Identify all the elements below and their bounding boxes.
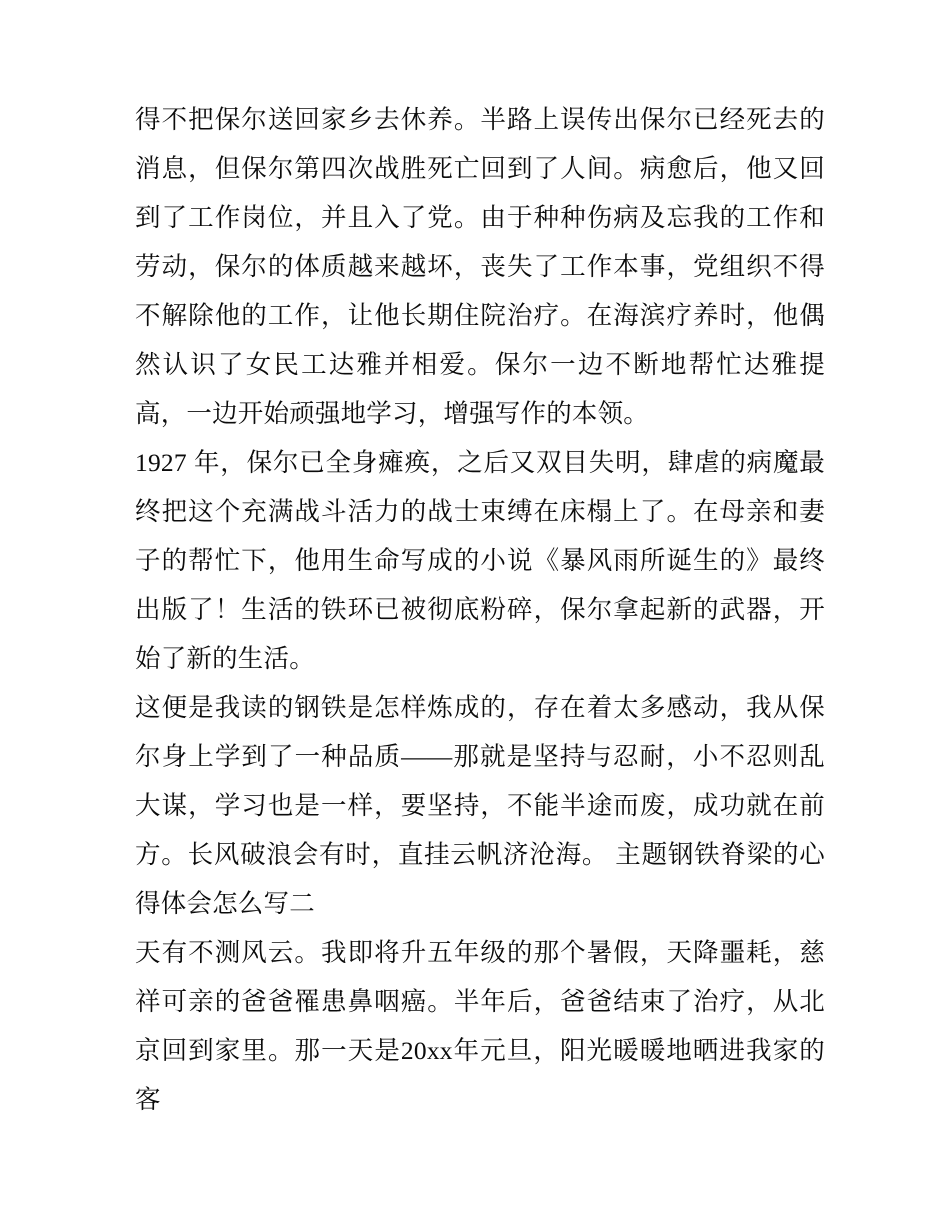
paragraph-2: 1927 年，保尔已全身瘫痪，之后又双目失明，肆虐的病魔最终把这个充满战斗活力的战士束缚在床榻上了。在母亲和妻子的帮忙下，他用生命写成的小说《暴风雨所诞生的》最终出版了！生活的铁环已被彻底粉碎，保尔拿起新的武器，开始了新的生活。 <box>135 448 825 673</box>
document-body <box>135 95 825 1124</box>
paragraph-1: 得不把保尔送回家乡去休养。半路上误传出保尔已经死去的消息，但保尔第四次战胜死亡回到了人间。病愈后，他又回到了工作岗位，并且入了党。由于种种伤病及忘我的工作和劳动，保尔的体质越来越坏，丧失了工作本事，党组织不得不解除他的工作，让他长期住院治疗。在海滨疗养时，他偶然认识了女民工达雅并相爱。保尔一边不断地帮忙达雅提高，一边开始顽强地学习，增强写作的本领。 <box>135 105 825 428</box>
paragraph-4: 天有不测风云。我即将升五年级的那个暑假，天降噩耗，慈祥可亲的爸爸罹患鼻咽癌。半年后，爸爸结束了治疗，从北京回到家里。那一天是20xx年元旦，阳光暖暖地晒进我家的客 <box>135 938 825 1114</box>
paragraph-3: 这便是我读的钢铁是怎样炼成的，存在着太多感动，我从保尔身上学到了一种品质——那就是坚持与忍耐，小不忍则乱大谋，学习也是一样，要坚持，不能半途而废，成功就在前方。长风破浪会有时，直挂云帆济沧海。 主题钢铁脊梁的心得体会怎么写二 <box>135 693 825 918</box>
